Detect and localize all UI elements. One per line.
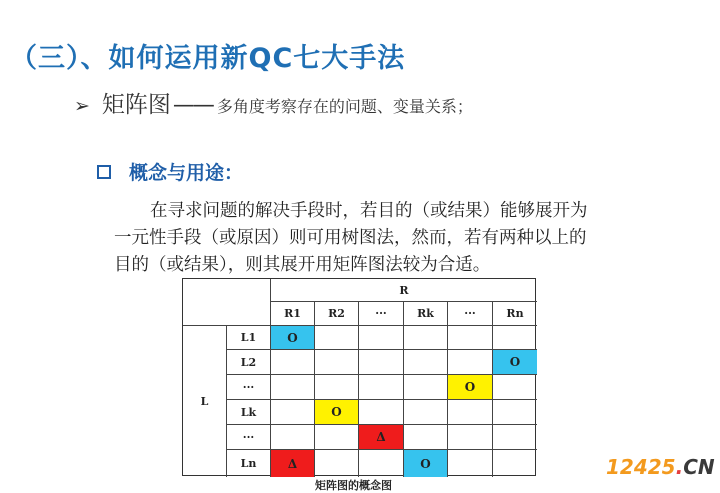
matrix-mark-cell: Δ [271, 450, 315, 477]
matrix-cell [315, 326, 359, 350]
matrix-mark-cell: O [404, 450, 448, 477]
matrix-cell [359, 400, 404, 425]
matrix-cell [448, 400, 493, 425]
matrix-cell [315, 350, 359, 375]
matrix-col-header: ··· [448, 302, 493, 326]
matrix-row-header: ··· [227, 425, 271, 450]
matrix-cell [315, 425, 359, 450]
matrix-cell [271, 350, 315, 375]
bullet-text: 多角度考察存在的问题、变量关系； [216, 97, 473, 116]
matrix-cell [315, 450, 359, 477]
matrix-col-group-label: R [271, 279, 537, 302]
subsection-header [97, 158, 243, 185]
matrix-row-header: Lk [227, 400, 271, 425]
matrix-col-header: R1 [271, 302, 315, 326]
matrix-mark-cell: Δ [359, 425, 404, 450]
matrix-cell [404, 350, 448, 375]
matrix-row-header: L1 [227, 326, 271, 350]
paragraph-line-2: 一元性手段（或原因）则可用树图法，然而，若有两种以上的 [114, 228, 587, 248]
matrix-cell [404, 326, 448, 350]
arrow-bullet-icon: ➢ [74, 95, 90, 117]
concept-paragraph [114, 198, 674, 279]
matrix-cell [448, 450, 493, 477]
bullet-heading: 矩阵图 [101, 92, 171, 118]
bullet-dash: —— [172, 93, 213, 118]
matrix-cell [448, 326, 493, 350]
matrix-cell [493, 425, 537, 450]
matrix-row-header: L2 [227, 350, 271, 375]
paragraph-line-1: 在寻求问题的解决手段时，若目的（或结果）能够展开为 [150, 201, 588, 221]
matrix-row-header: Ln [227, 450, 271, 477]
matrix-cell [359, 375, 404, 400]
matrix-cell [493, 375, 537, 400]
matrix-cell [271, 400, 315, 425]
page-title: （三）、如何运用新QC七大手法 [10, 43, 406, 74]
matrix-cell [404, 400, 448, 425]
matrix-cell [271, 425, 315, 450]
matrix-corner [183, 279, 271, 326]
matrix-cell [359, 326, 404, 350]
matrix-col-header: R2 [315, 302, 359, 326]
matrix-cell [404, 425, 448, 450]
matrix-diagram [182, 278, 536, 476]
matrix-col-header: ··· [359, 302, 404, 326]
matrix-cell [404, 375, 448, 400]
matrix-mark-cell: O [493, 350, 537, 375]
watermark-dot: . [675, 455, 684, 479]
bullet-matrix-diagram [74, 86, 473, 119]
figure-caption: 矩阵图的概念图 [315, 479, 392, 492]
square-bullet-icon [97, 165, 111, 179]
matrix-cell [271, 375, 315, 400]
matrix-cell [359, 450, 404, 477]
matrix-cell [448, 350, 493, 375]
watermark-number: 12425 [606, 455, 676, 479]
matrix-col-header: Rk [404, 302, 448, 326]
matrix-cell [315, 375, 359, 400]
matrix-cell [493, 450, 537, 477]
paragraph-line-3: 目的（或结果），则其展开用矩阵图法较为合适。 [114, 255, 491, 275]
matrix-cell [448, 425, 493, 450]
watermark-suffix: CN [683, 455, 715, 479]
matrix-mark-cell: O [448, 375, 493, 400]
matrix-row-group-label: L [183, 326, 227, 477]
matrix-cell [493, 400, 537, 425]
matrix-mark-cell: O [271, 326, 315, 350]
matrix-mark-cell: O [315, 400, 359, 425]
matrix-row-header: ··· [227, 375, 271, 400]
matrix-col-header: Rn [493, 302, 537, 326]
matrix-cell [493, 326, 537, 350]
matrix-cell [359, 350, 404, 375]
subsection-heading: 概念与用途： [129, 162, 244, 184]
site-watermark [606, 455, 715, 479]
